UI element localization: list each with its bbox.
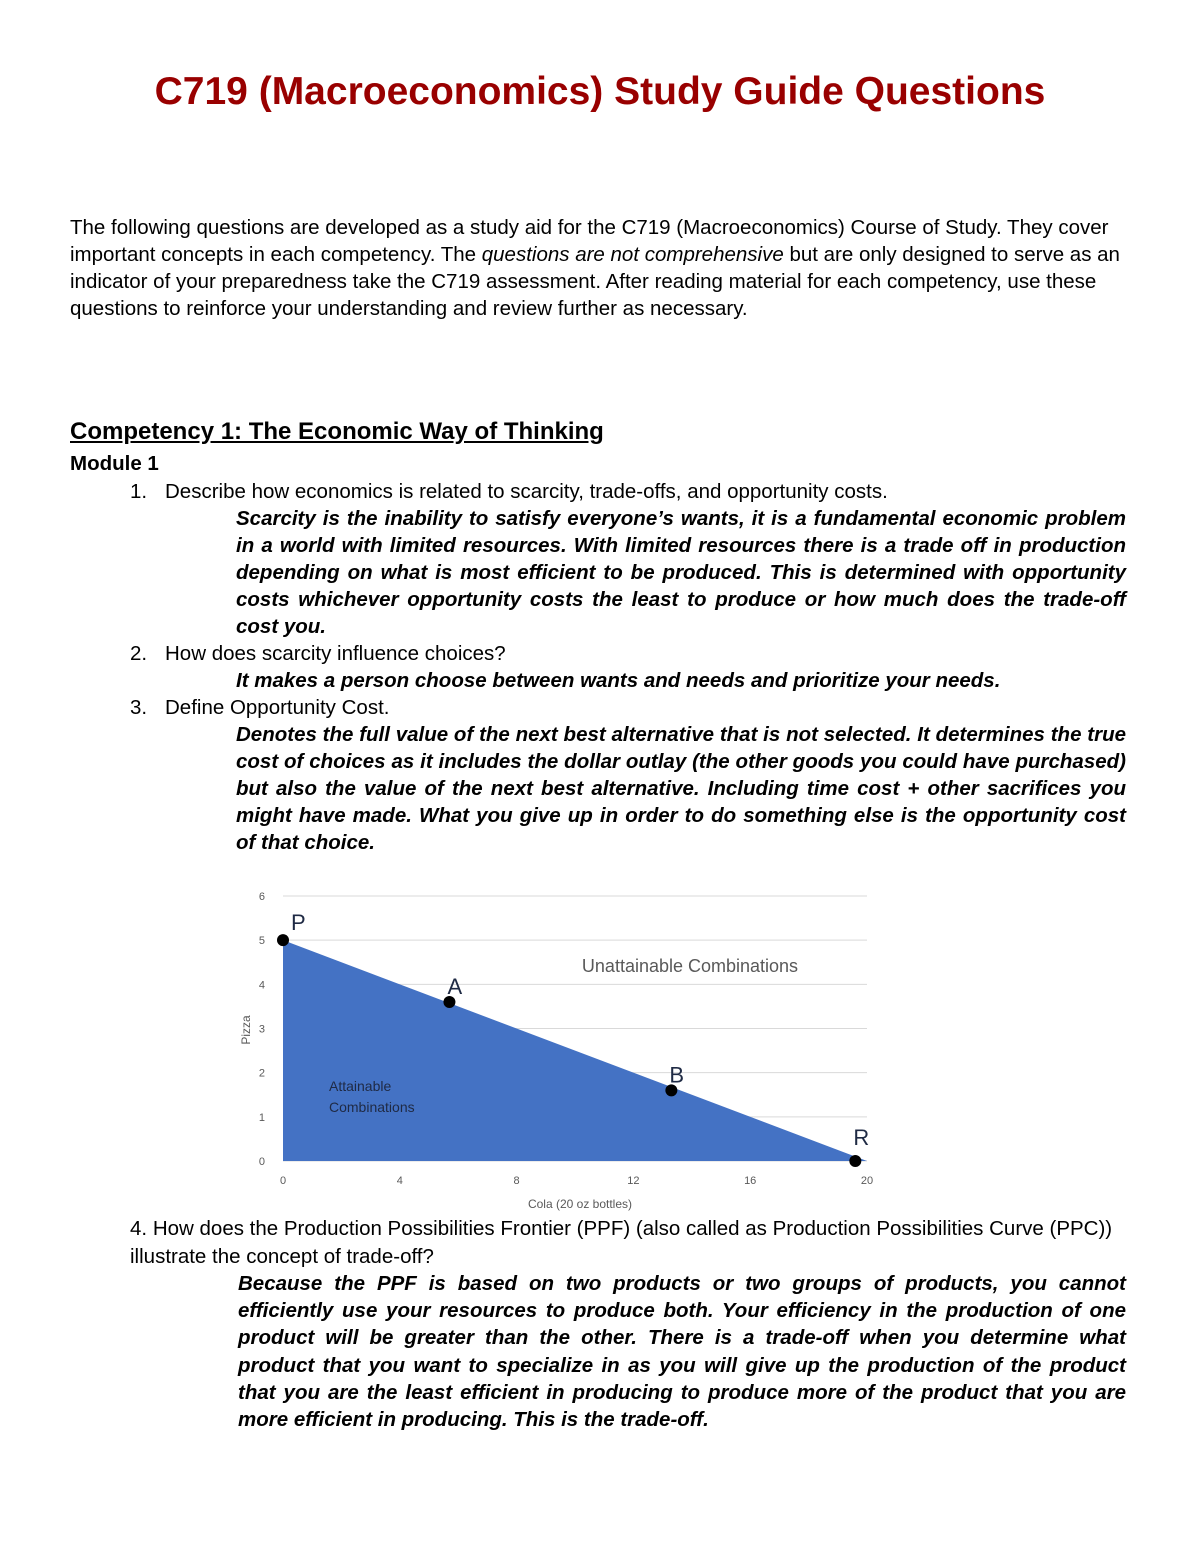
x-tick-label: 20 — [860, 1175, 874, 1187]
y-tick-label: 2 — [258, 1067, 265, 1080]
ppf-chart — [225, 885, 905, 1215]
y-tick-label: 4 — [258, 979, 265, 992]
x-tick-label: 16 — [744, 1175, 757, 1187]
question-text: Describe how economics is related to scarcity, trade-offs, and opportunity costs. — [165, 480, 888, 503]
x-tick-label: 0 — [279, 1175, 287, 1187]
module-heading: Module 1 — [70, 452, 159, 475]
point-label-a: A — [447, 974, 463, 999]
intro-emphasis: questions are not comprehensive — [481, 243, 784, 266]
y-tick-label: 0 — [258, 1156, 265, 1168]
question-text: How does scarcity influence choices? — [165, 642, 506, 665]
x-tick-label: 8 — [513, 1175, 520, 1187]
point-p — [277, 934, 289, 946]
point-label-p: P — [291, 910, 306, 936]
unattainable-label: Unattainable Combinations — [581, 956, 799, 976]
question-number: 4. — [130, 1217, 148, 1240]
y-tick-label: 5 — [258, 935, 265, 948]
intro-paragraph — [70, 214, 1130, 322]
question-number: 2. — [130, 642, 148, 665]
y-tick-label: 3 — [258, 1023, 265, 1036]
point-r — [849, 1155, 861, 1167]
answer-4: Because the PPF is based on two products or two groups of products, you cannot efficiently use your resources to produce both. Your efficiency in the production of one product will be greater than the other. There is a trade-off when you determine what product that you want to specialize in as you will give up the production of the product that you are the least efficient in producing to produce more of the product that you are more efficient in producing. This is the trade-off. — [238, 1272, 1126, 1432]
y-tick-label: 6 — [258, 891, 265, 903]
question-number: 3. — [130, 696, 148, 719]
x-axis-ticks — [280, 1175, 873, 1187]
point-label-b: B — [669, 1062, 685, 1088]
x-tick-label: 4 — [396, 1175, 403, 1187]
attainable-label-line1: Attainable — [329, 1078, 392, 1094]
point-label-r: R — [853, 1125, 870, 1150]
answer-3: Denotes the full value of the next best alternative that is not selected. It determines the true cost of choices as it includes the dollar outlay (the other goods you could have purchased) but also the value of the next best alternative. Including time cost + other sacrifices you might have made. What you give up in order to do something else is the opportunity cost of that choice. — [236, 723, 1126, 854]
question-text: Define Opportunity Cost. — [165, 696, 390, 719]
question-text: How does the Production Possibilities Frontier (PPF) (also called as Production Possibilities Curve (PPC)) illustrate the concept of trade-off? — [130, 1217, 1113, 1268]
question-number: 1. — [130, 480, 148, 503]
competency-heading: Competency 1: The Economic Way of Thinking — [70, 418, 604, 445]
question-4 — [130, 1215, 1130, 1271]
answer-1: Scarcity is the inability to satisfy everyone’s wants, it is a fundamental economic problem in a world with limited resources. With limited resources there is a trade off in production depending on what is most efficient to be produced. This is determined with opportunity costs whichever opportunity costs the least to produce or how much does the trade-off cost you. — [236, 507, 1126, 638]
y-axis-ticks — [259, 891, 265, 1168]
intro-text-2: but are only designed to serve as an indicator of your preparedness take the C719 assessment. After reading material for each competency, use these questions to reinforce your understanding and review further as necessary. — [70, 243, 1120, 320]
answer-2: It makes a person choose between wants and needs and prioritize your needs. — [236, 669, 1001, 692]
page-title: C719 (Macroeconomics) Study Guide Questions — [154, 70, 1046, 113]
y-tick-label: 1 — [258, 1111, 265, 1124]
y-axis-label: Pizza — [239, 1015, 253, 1045]
attainable-label-line2: Combinations — [329, 1099, 415, 1115]
intro-text-1: The following questions are developed as a study aid for the C719 (Macroeconomics) Course of Study. They cover important concepts in each competency. The — [70, 216, 1109, 266]
x-axis-label: Cola (20 oz bottles) — [527, 1197, 633, 1211]
x-tick-label: 12 — [627, 1175, 640, 1187]
